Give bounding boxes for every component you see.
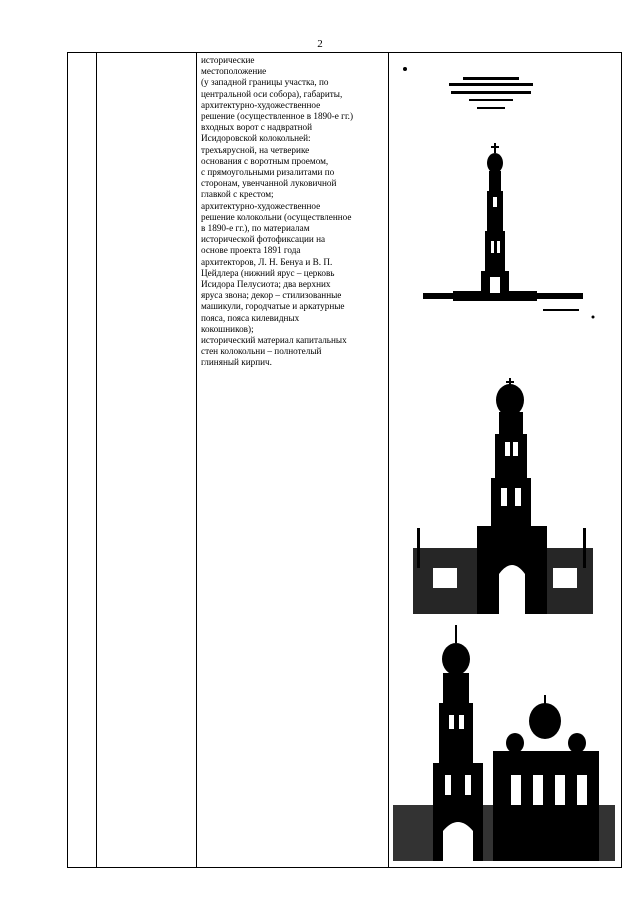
page-number: 2 [317,38,323,50]
bell-tower-photograph [393,378,615,618]
column-divider [96,53,97,867]
column-divider [388,53,389,867]
column-divider [196,53,197,867]
description-cell: исторические местоположение (у западной границы участка, по центральной оси собора), габариты, архитектурно-художественное решение (осуществленное в 1890-е гг.) входных ворот с надвратной Исидоровской колокольней: трехъярусной, на четверике основания с воротным проемом, с прямоугольными ризалитами по сторонам, увенчанной луковичной главкой с крестом; архитектурно-художественное решение колокольни (осуществленное в 1890-е гг.), по материалам исторической фотофиксации на основе проекта 1891 года архитекторов, Л. Н. Бенуа и В. П. Цейдлера (нижний ярус – церковь Исидора Пелусиота; два верхних яруса звона; декор – стилизованные машикули, городчатые и аркатурные пояса, пояса килевидных кокошников); исторический материал капитальных стен колокольни – полнотелый глиняный кирпич. [201,55,354,368]
cathedral-photograph [393,625,615,861]
document-table [67,52,622,868]
bell-tower-project-drawing [393,65,615,325]
